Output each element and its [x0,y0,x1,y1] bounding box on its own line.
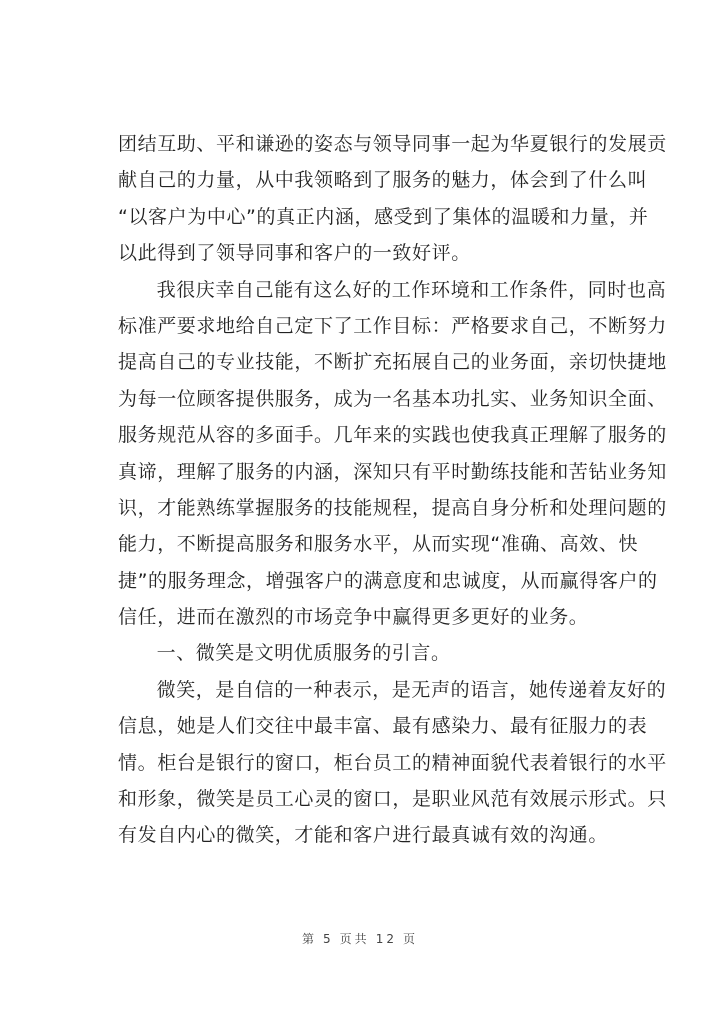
text-line: 信息，她是人们交往中最丰富、最有感染力、最有征服力的表 [118,715,648,738]
text-line: 真谛，理解了服务的内涵，深知只有平时勤练技能和苦钻业务知 [118,460,667,483]
text-line: 捷”的服务理念，增强客户的满意度和忠诚度，从而赢得客户的 [118,569,658,592]
footer-middle: 页共 [339,932,370,946]
footer-suffix: 页 [402,932,418,946]
text-line: 和形象，微笑是员工心灵的窗口，是职业风范有效展示形式。只 [118,788,667,811]
text-line: 团结互助、平和谦逊的姿态与领导同事一起为华夏银行的发展贡 [118,133,667,155]
current-page-number: 5 [323,932,334,946]
body-text [118,126,667,854]
text-line: 服务规范从容的多面手。几年来的实践也使我真正理解了服务的 [118,424,667,447]
text-line: 我很庆幸自己能有这么好的工作环境和工作条件，同时也高 [137,278,667,301]
text-line: 有发自内心的微笑，才能和客户进行最真诚有效的沟通。 [118,824,609,847]
text-line: 情。柜台是银行的窗口，柜台员工的精神面貌代表着银行的水平 [118,751,667,774]
text-line: “以客户为中心”的真正内涵，感受到了集体的温暖和力量，并 [118,205,649,228]
text-line: 提高自己的专业技能，不断扩充拓展自己的业务面，亲切快捷地 [118,351,667,374]
text-line: 献自己的力量，从中我领略到了服务的魅力，体会到了什么叫 [118,169,648,192]
text-line: 能力，不断提高服务和服务水平，从而实现“准确、高效、快 [118,533,639,556]
text-line: 为每一位顾客提供服务，成为一名基本功扎实、业务知识全面、 [118,387,667,410]
footer-prefix: 第 [302,932,318,946]
text-line: 标准严要求地给自己定下了工作目标：严格要求自己，不断努力 [118,314,667,337]
section-heading: 一、微笑是文明优质服务的引言。 [137,642,451,665]
page-number-footer [0,930,720,947]
text-line: 信任，进而在激烈的市场竞争中赢得更多更好的业务。 [118,606,589,629]
text-line: 以此得到了领导同事和客户的一致好评。 [118,242,471,265]
text-line: 识，才能熟练掌握服务的技能规程，提高自身分析和处理问题的 [118,496,667,519]
total-page-count: 12 [375,932,397,946]
text-line: 微笑，是自信的一种表示，是无声的语言，她传递着友好的 [137,678,667,701]
